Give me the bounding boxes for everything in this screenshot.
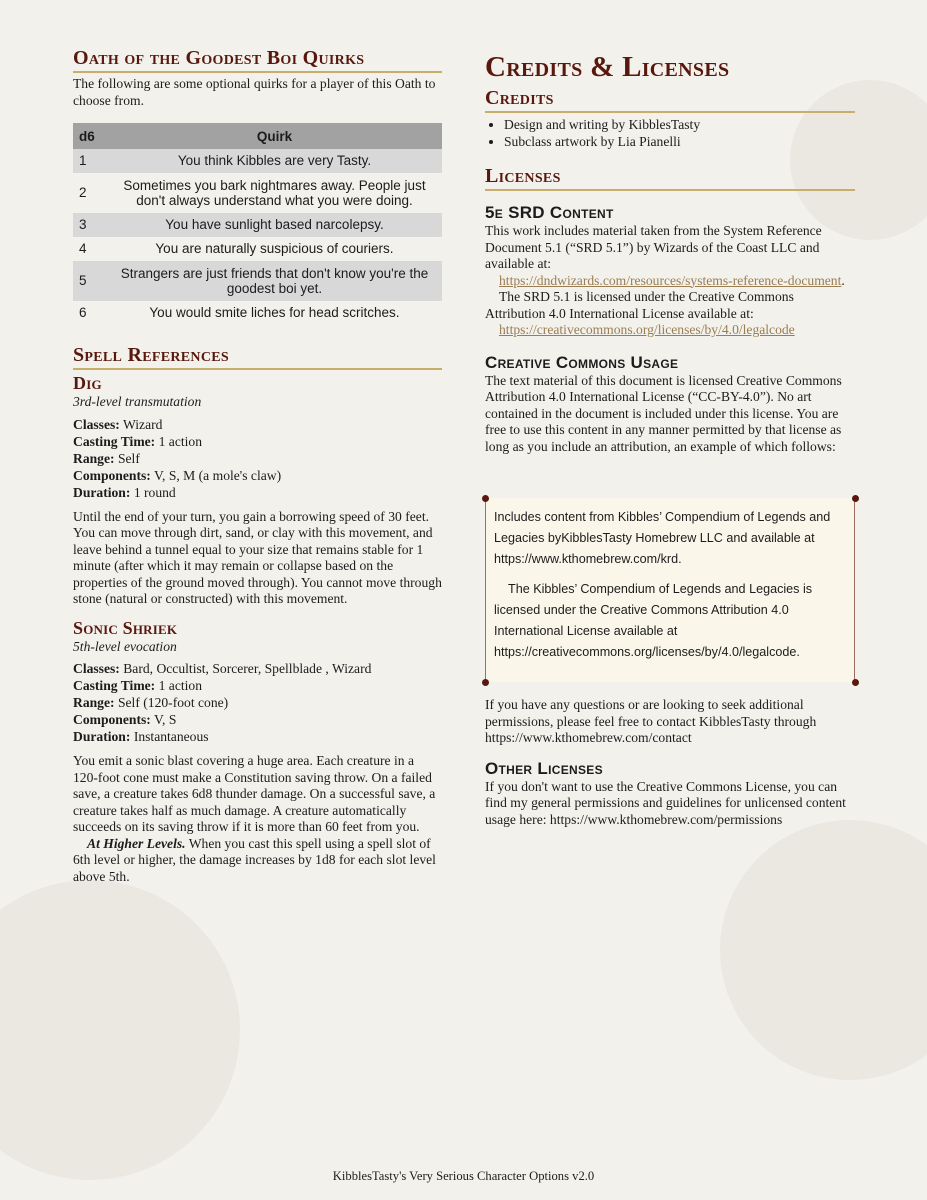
attribution-paragraph: The Kibbles’ Compendium of Legends and Legacies is licensed under the Creative Commons Attribution 4.0 International License available at https://creativecommons.org/licenses/by/4.0/legalcode. <box>494 582 813 659</box>
background-decoration <box>720 820 927 1080</box>
stat-range: Range: Self <box>73 450 140 466</box>
table-cell-number: 5 <box>73 261 107 301</box>
page-footer: KibblesTasty's Very Serious Character Options v2.0 <box>332 1169 595 1183</box>
table-header-d6: d6 <box>73 123 107 149</box>
left-column <box>73 46 442 885</box>
table-row <box>73 213 442 237</box>
stat-casting-time: Casting Time: 1 action <box>73 433 203 449</box>
srd-link[interactable]: https://dndwizards.com/resources/systems-reference-document <box>499 272 842 288</box>
box-corner-dot <box>852 679 859 686</box>
stat-duration: Duration: Instantaneous <box>73 729 209 744</box>
srd-text: This work includes material taken from the System Reference Document 5.1 (“SRD 5.1”) by Wizards of the Coast LLC and available at: <box>485 223 822 271</box>
table-cell-quirk: Sometimes you bark nightmares away. People just don't always understand what you were doing. <box>123 177 426 208</box>
box-corner-dot <box>482 679 489 686</box>
table-cell-number: 3 <box>73 213 107 237</box>
other-licenses-text: If you don't want to use the Creative Commons License, you can find my general permissions and guidelines for unlicensed content usage here: https://www.kthomebrew.com/permissions <box>485 778 846 827</box>
spell-level-sonic-shriek: 5th-level evocation <box>73 638 177 654</box>
table-cell-number: 2 <box>79 185 87 201</box>
spell-name-sonic-shriek: Sonic Shriek <box>73 617 178 638</box>
srd-heading: 5e SRD Content <box>485 203 614 222</box>
table-row <box>73 149 442 173</box>
page-title: Credits & Licenses <box>485 51 730 83</box>
table-cell-quirk: You think Kibbles are very Tasty. <box>107 149 442 173</box>
table-header-row <box>73 123 442 149</box>
table-cell-number: 1 <box>73 149 107 173</box>
list-item: • Design and writing by KibblesTasty <box>504 116 855 133</box>
table-cell-quirk: You are naturally suspicious of couriers. <box>155 241 394 257</box>
credits-list <box>485 116 855 150</box>
table-cell-quirk: You would smite liches for head scritches. <box>149 305 400 321</box>
stat-duration: Duration: 1 round <box>73 484 176 500</box>
srd-license-text: The SRD 5.1 is licensed under the Creative Commons Attribution 4.0 International License available at: <box>485 289 794 321</box>
quirks-heading: Oath of the Goodest Boi Quirks <box>73 46 442 73</box>
table-row <box>73 237 442 261</box>
attribution-paragraph: Includes content from Kibbles’ Compendium of Legends and Legacies byKibblesTasty Homebrew LLC and available at https://www.kthomebrew.com/krd. <box>494 510 831 566</box>
licenses-heading: Licenses <box>485 164 855 191</box>
other-licenses-heading: Other Licenses <box>485 758 603 778</box>
cc-legalcode-link[interactable]: https://creativecommons.org/licenses/by/4.0/legalcode <box>499 322 795 337</box>
table-cell-quirk: Strangers are just friends that don't know you're the goodest boi yet. <box>107 261 442 301</box>
table-cell-quirk: You have sunlight based narcolepsy. <box>107 213 442 237</box>
table-row <box>73 173 442 213</box>
cc-link-paragraph <box>485 322 855 339</box>
table-row <box>73 261 442 301</box>
spell-name-dig: Dig <box>73 373 102 393</box>
stat-range: Range: Self (120-foot cone) <box>73 695 229 710</box>
quirks-table <box>73 123 442 325</box>
srd-link-paragraph: https://dndwizards.com/resources/systems-reference-document. <box>499 272 845 288</box>
stat-classes: Classes: Wizard <box>73 416 163 432</box>
right-column <box>485 46 855 455</box>
table-header-quirk: Quirk <box>107 123 442 149</box>
stat-classes: Classes: Bard, Occultist, Sorcerer, Spellblade , Wizard <box>73 661 372 676</box>
table-row <box>73 301 442 325</box>
quirks-intro: The following are some optional quirks for a player of this Oath to choose from. <box>73 76 436 108</box>
contact-text: If you have any questions or are looking to seek additional permissions, please feel free to contact KibblesTasty through https://www.kthomebrew.com/contact <box>485 697 817 745</box>
right-column-lower <box>485 697 855 828</box>
spell-description-sonic-shriek: You emit a sonic blast covering a huge area. Each creature in a 120-foot cone must make a Constitution saving throw. On a failed save, a creature takes 6d8 thunder damage. On a successful save, a creature takes half as much damage. A creature automatically succeeds on its saving throw if it is more than 60 feet from you. <box>73 753 436 834</box>
stat-components: Components: V, S <box>73 712 177 727</box>
attribution-box <box>485 498 855 682</box>
cc-usage-text: The text material of this document is licensed Creative Commons Attribution 4.0 International License (“CC-BY-4.0”). No art contained in the document is included under this license. You are free to use this content in any manner permitted by that license as long as you include an attribution, an example of which follows: <box>485 372 842 454</box>
table-cell-number: 6 <box>79 305 87 321</box>
spell-higher-levels: At Higher Levels. When you cast this spell using a spell slot of 6th level or higher, the damage increases by 1d8 for each slot level above 5th. <box>73 835 436 884</box>
list-item: • Subclass artwork by Lia Pianelli <box>504 133 855 150</box>
background-decoration <box>0 880 240 1180</box>
credits-heading: Credits <box>485 86 855 113</box>
table-cell-number: 4 <box>79 241 87 257</box>
box-corner-dot <box>852 495 859 502</box>
box-corner-dot <box>482 495 489 502</box>
stat-casting-time: Casting Time: 1 action <box>73 678 203 693</box>
spell-description-dig: Until the end of your turn, you gain a borrowing speed of 30 feet. You can move through dirt, sand, or clay with this movement, and leave behind a tunnel equal to your size that remains stable for 1 minute (after which it may remain or collapse based on the properties of the ground moved through). You cannot move through stone (natural or constructed) with this movement. <box>73 508 442 606</box>
cc-usage-heading: Creative Commons Usage <box>485 352 679 372</box>
spell-level-dig: 3rd-level transmutation <box>73 394 202 409</box>
spell-references-heading: Spell References <box>73 343 442 370</box>
stat-components: Components: V, S, M (a mole's claw) <box>73 467 282 483</box>
